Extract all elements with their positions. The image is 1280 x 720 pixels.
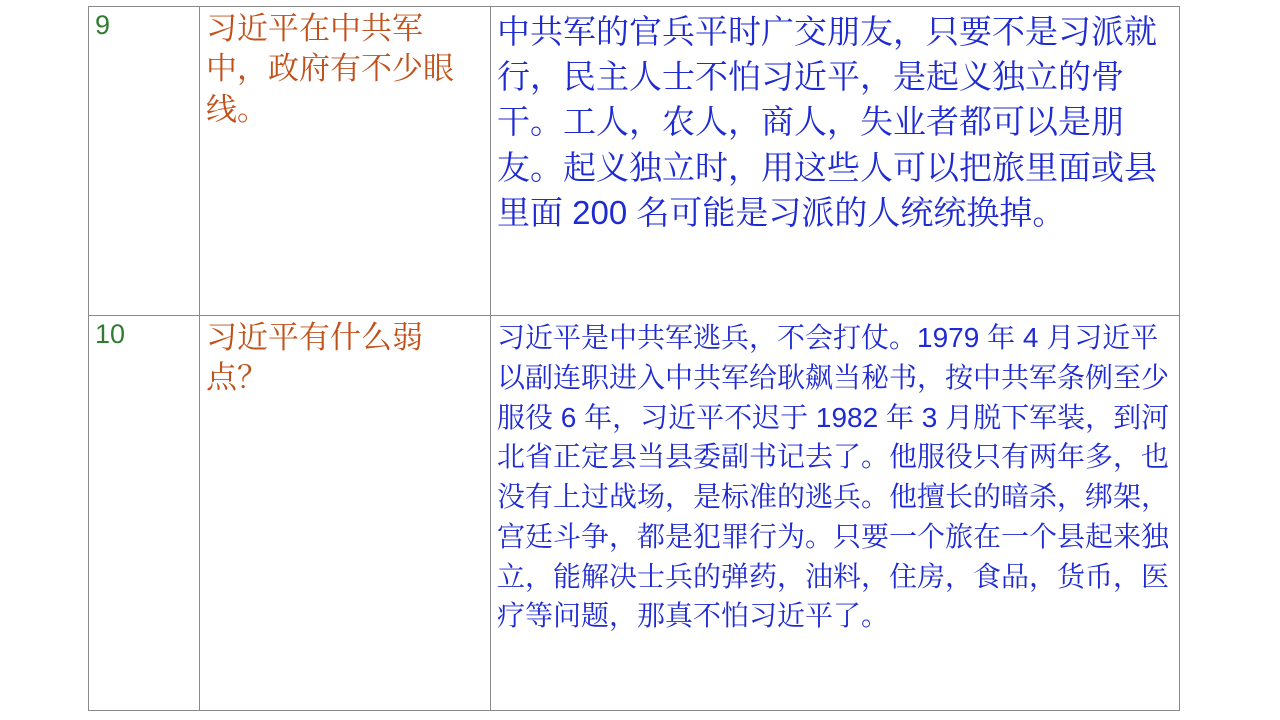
table-body <box>89 7 1180 711</box>
row-question: 习近平有什么弱点？ <box>200 316 491 711</box>
row-number: 10 <box>89 316 200 711</box>
qa-table <box>88 6 1180 711</box>
table-row <box>89 7 1180 316</box>
row-answer: 中共军的官兵平时广交朋友，只要不是习派就行，民主人士不怕习近平，是起义独立的骨干。工人，农人，商人，失业者都可以是朋友。起义独立时，用这些人可以把旅里面或县里面 200 名可能是习派的人统统换掉。 <box>491 7 1180 316</box>
row-question: 习近平在中共军中，政府有不少眼线。 <box>200 7 491 316</box>
row-answer: 习近平是中共军逃兵，不会打仗。1979 年 4 月习近平以副连职进入中共军给耿飙当秘书，按中共军条例至少服役 6 年，习近平不迟于 1982 年 3 月脱下军装，到河北省正定县当县委副书记去了。他服役只有两年多，也没有上过战场，是标准的逃兵。他擅长的暗杀，绑架，宫廷斗争，都是犯罪行为。只要一个旅在一个县起来独立，能解决士兵的弹药，油料，住房，食品，货币，医疗等问题，那真不怕习近平了。 <box>491 316 1180 711</box>
row-number: 9 <box>89 7 200 316</box>
table-row <box>89 316 1180 711</box>
